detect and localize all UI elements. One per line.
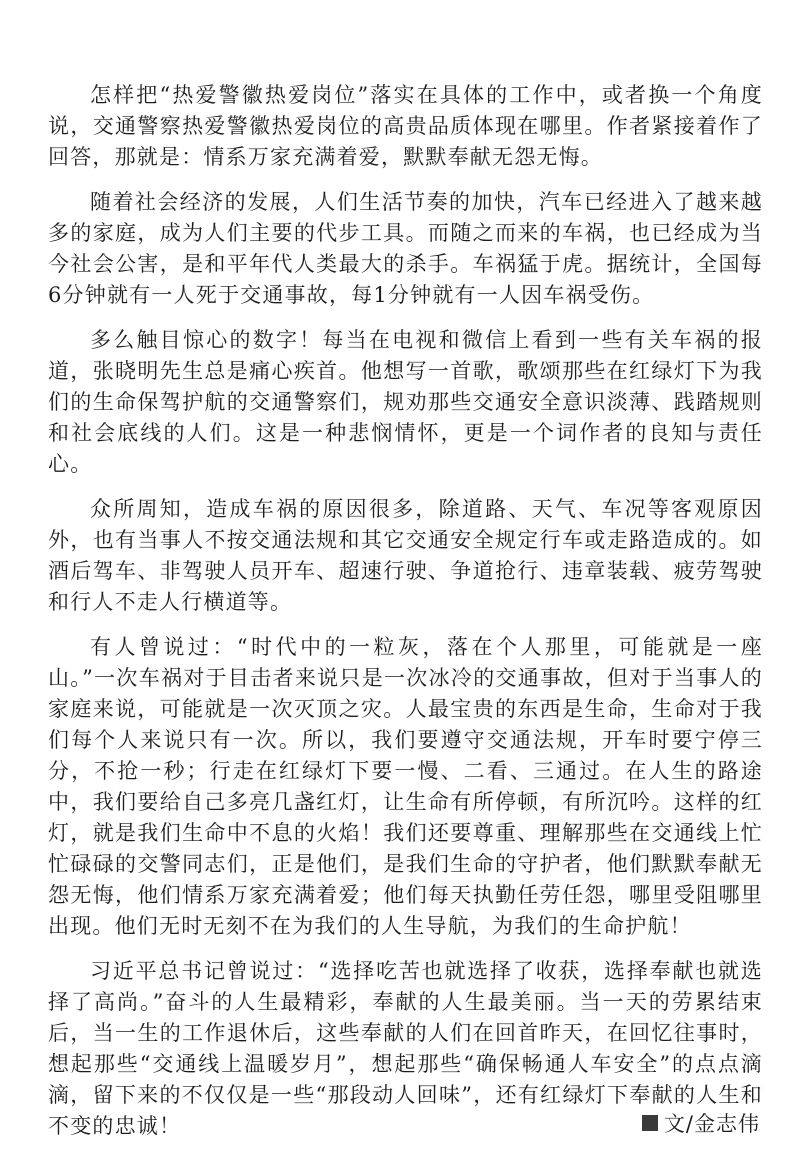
paragraph-2: 随着社会经济的发展，人们生活节奏的加快，汽车已经进入了越来越多的家庭，成为人们主要的代步工具。而随之而来的车祸，也已经成为当今社会公害，是和平年代人类最大的杀手。车祸猛于虎。据统计，全国每6分钟就有一人死于交通事故，每1分钟就有一人因车祸受伤。 [48,190,763,307]
paragraph-5: 有人曾说过：“时代中的一粒灰，落在个人那里，可能就是一座山。”一次车祸对于目击者来说只是一次冰冷的交通事故，但对于当事人的家庭来说，可能就是一次灭顶之灾。人最宝贵的东西是生命，生命对于我们每个人来说只有一次。所以，我们要遵守交通法规，开车时要宁停三分，不抢一秒；行走在红绿灯下要一慢、二看、三通过。在人生的路途中，我们要给自己多亮几盏红灯，让生命有所停顿，有所沉吟。这样的红灯，就是我们生命中不息的火焰！我们还要尊重、理解那些在交通线上忙忙碌碌的交警同志们，正是他们，是我们生命的守护者，他们默默奉献无怨无悔，他们情系万家充满着爱；他们每天执勤任劳任怨，哪里受阻哪里出现。他们无时无刻不在为我们的人生导航，为我们的生命护航！ [48,635,763,938]
paragraph-4: 众所周知，造成车祸的原因很多，除道路、天气、车况等客观原因外，也有当事人不按交通法规和其它交通安全规定行车或走路造成的。如酒后驾车、非驾驶人员开车、超速行驶、争道抢行、违章装载、疲劳驾驶和行人不走人行横道等。 [48,497,763,614]
square-bullet-icon [642,1115,658,1131]
paragraph-3: 多么触目惊心的数字！每当在电视和微信上看到一些有关车祸的报道，张晓明先生总是痛心疾首。他想写一首歌，歌颂那些在红绿灯下为我们的生命保驾护航的交通警察们，规劝那些交通安全意识淡薄、践踏规则和社会底线的人们。这是一种悲悯情怀，更是一个词作者的良知与责任心。 [48,328,763,476]
paragraph-1: 怎样把“热爱警徽热爱岗位”落实在具体的工作中，或者换一个角度说，交通警察热爱警徽热爱岗位的高贵品质体现在哪里。作者紧接着作了回答，那就是：情系万家充满着爱，默默奉献无怨无悔。 [48,83,763,169]
article-body [48,80,763,1156]
byline [642,1108,760,1138]
paragraph-6: 习近平总书记曾说过：“选择吃苦也就选择了收获，选择奉献也就选择了高尚。”奋斗的人生最精彩，奉献的人生最美丽。当一天的劳累结束后，当一生的工作退休后，这些奉献的人们在回首昨天，在回忆往事时，想起那些“交通线上温暖岁月”，想起那些“确保畅通人车安全”的点点滴滴，留下来的不仅仅是一些“那段动人回味”，还有红绿灯下奉献的人生和不变的忠诚！ [48,959,763,1138]
byline-text: 文/金志伟 [663,1112,760,1136]
